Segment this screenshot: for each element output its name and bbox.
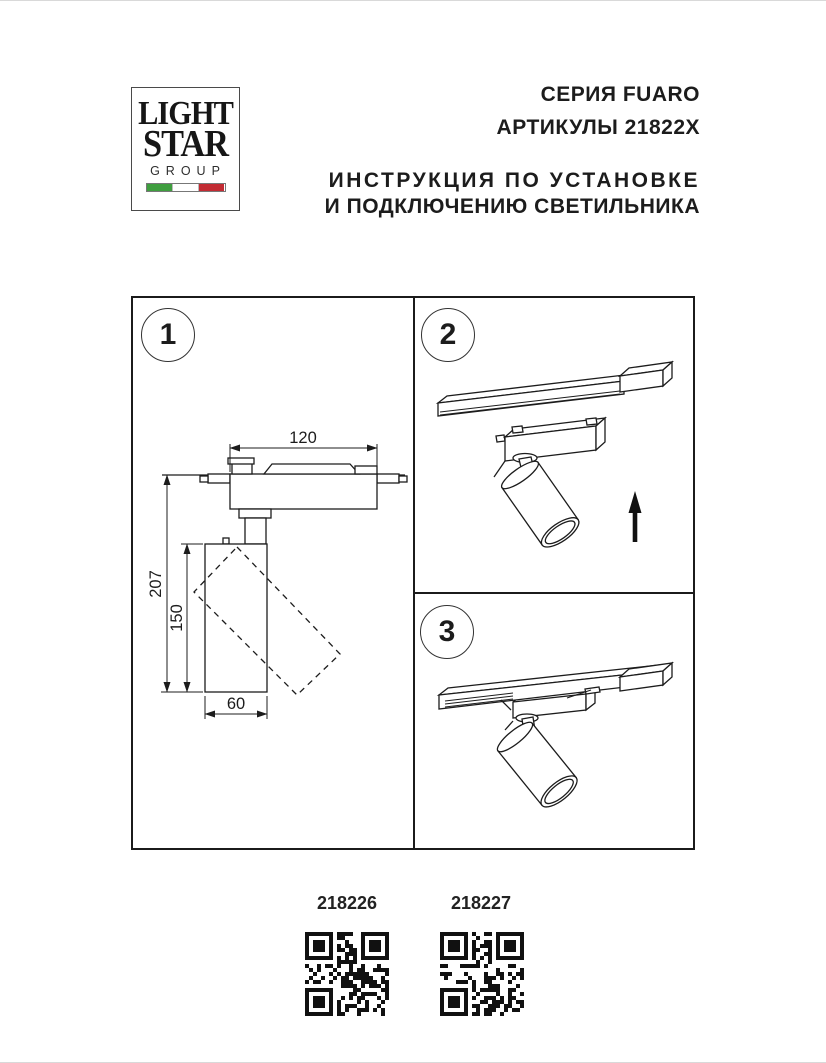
instruction-title-line1: ИНСТРУКЦИЯ ПО УСТАНОВКЕ — [328, 169, 700, 192]
installation-step-mounted-drawing — [415, 594, 693, 846]
flag-red-segment — [199, 184, 224, 191]
lightstar-logo — [131, 87, 240, 211]
dim-total-height-label: 207 — [147, 570, 165, 598]
flag-green-segment — [147, 184, 172, 191]
dimension-drawing — [133, 298, 413, 848]
dim-width-label: 120 — [289, 429, 317, 447]
dim-diameter-label: 60 — [226, 695, 246, 713]
step-1-number: 1 — [159, 318, 177, 351]
installation-step-insert-drawing — [415, 298, 693, 592]
instruction-title — [325, 168, 700, 220]
spotlight-side-view — [162, 458, 407, 695]
step-2-number: 2 — [439, 318, 457, 351]
page-edge-top — [0, 0, 826, 1]
qr-code-1 — [303, 930, 391, 1018]
logo-word-group: GROUP — [150, 163, 226, 178]
dim-body-height-label: 150 — [168, 604, 186, 632]
qr-code-2 — [438, 930, 526, 1018]
step-3-number: 3 — [438, 615, 456, 648]
instruction-title-line2: И ПОДКЛЮЧЕНИЮ СВЕТИЛЬНИКА — [324, 195, 700, 218]
articles-title: АРТИКУЛЫ 21822X — [496, 116, 700, 139]
series-title: СЕРИЯ FUARO — [540, 83, 700, 106]
logo-word-star: STAR — [142, 122, 229, 165]
header-series-block — [497, 83, 700, 140]
spotlight-fixture — [494, 418, 605, 552]
flag-white-segment — [172, 184, 199, 191]
spotlight-fixture — [494, 700, 582, 812]
article-number-2: 218227 — [450, 893, 512, 913]
article-number-1: 218226 — [316, 893, 378, 913]
track-rail — [438, 362, 672, 416]
arrow-up-icon — [629, 491, 642, 542]
logo-word-light: LIGHT — [138, 93, 233, 132]
italian-flag-bar — [146, 183, 226, 192]
diagram-frame — [131, 296, 695, 850]
